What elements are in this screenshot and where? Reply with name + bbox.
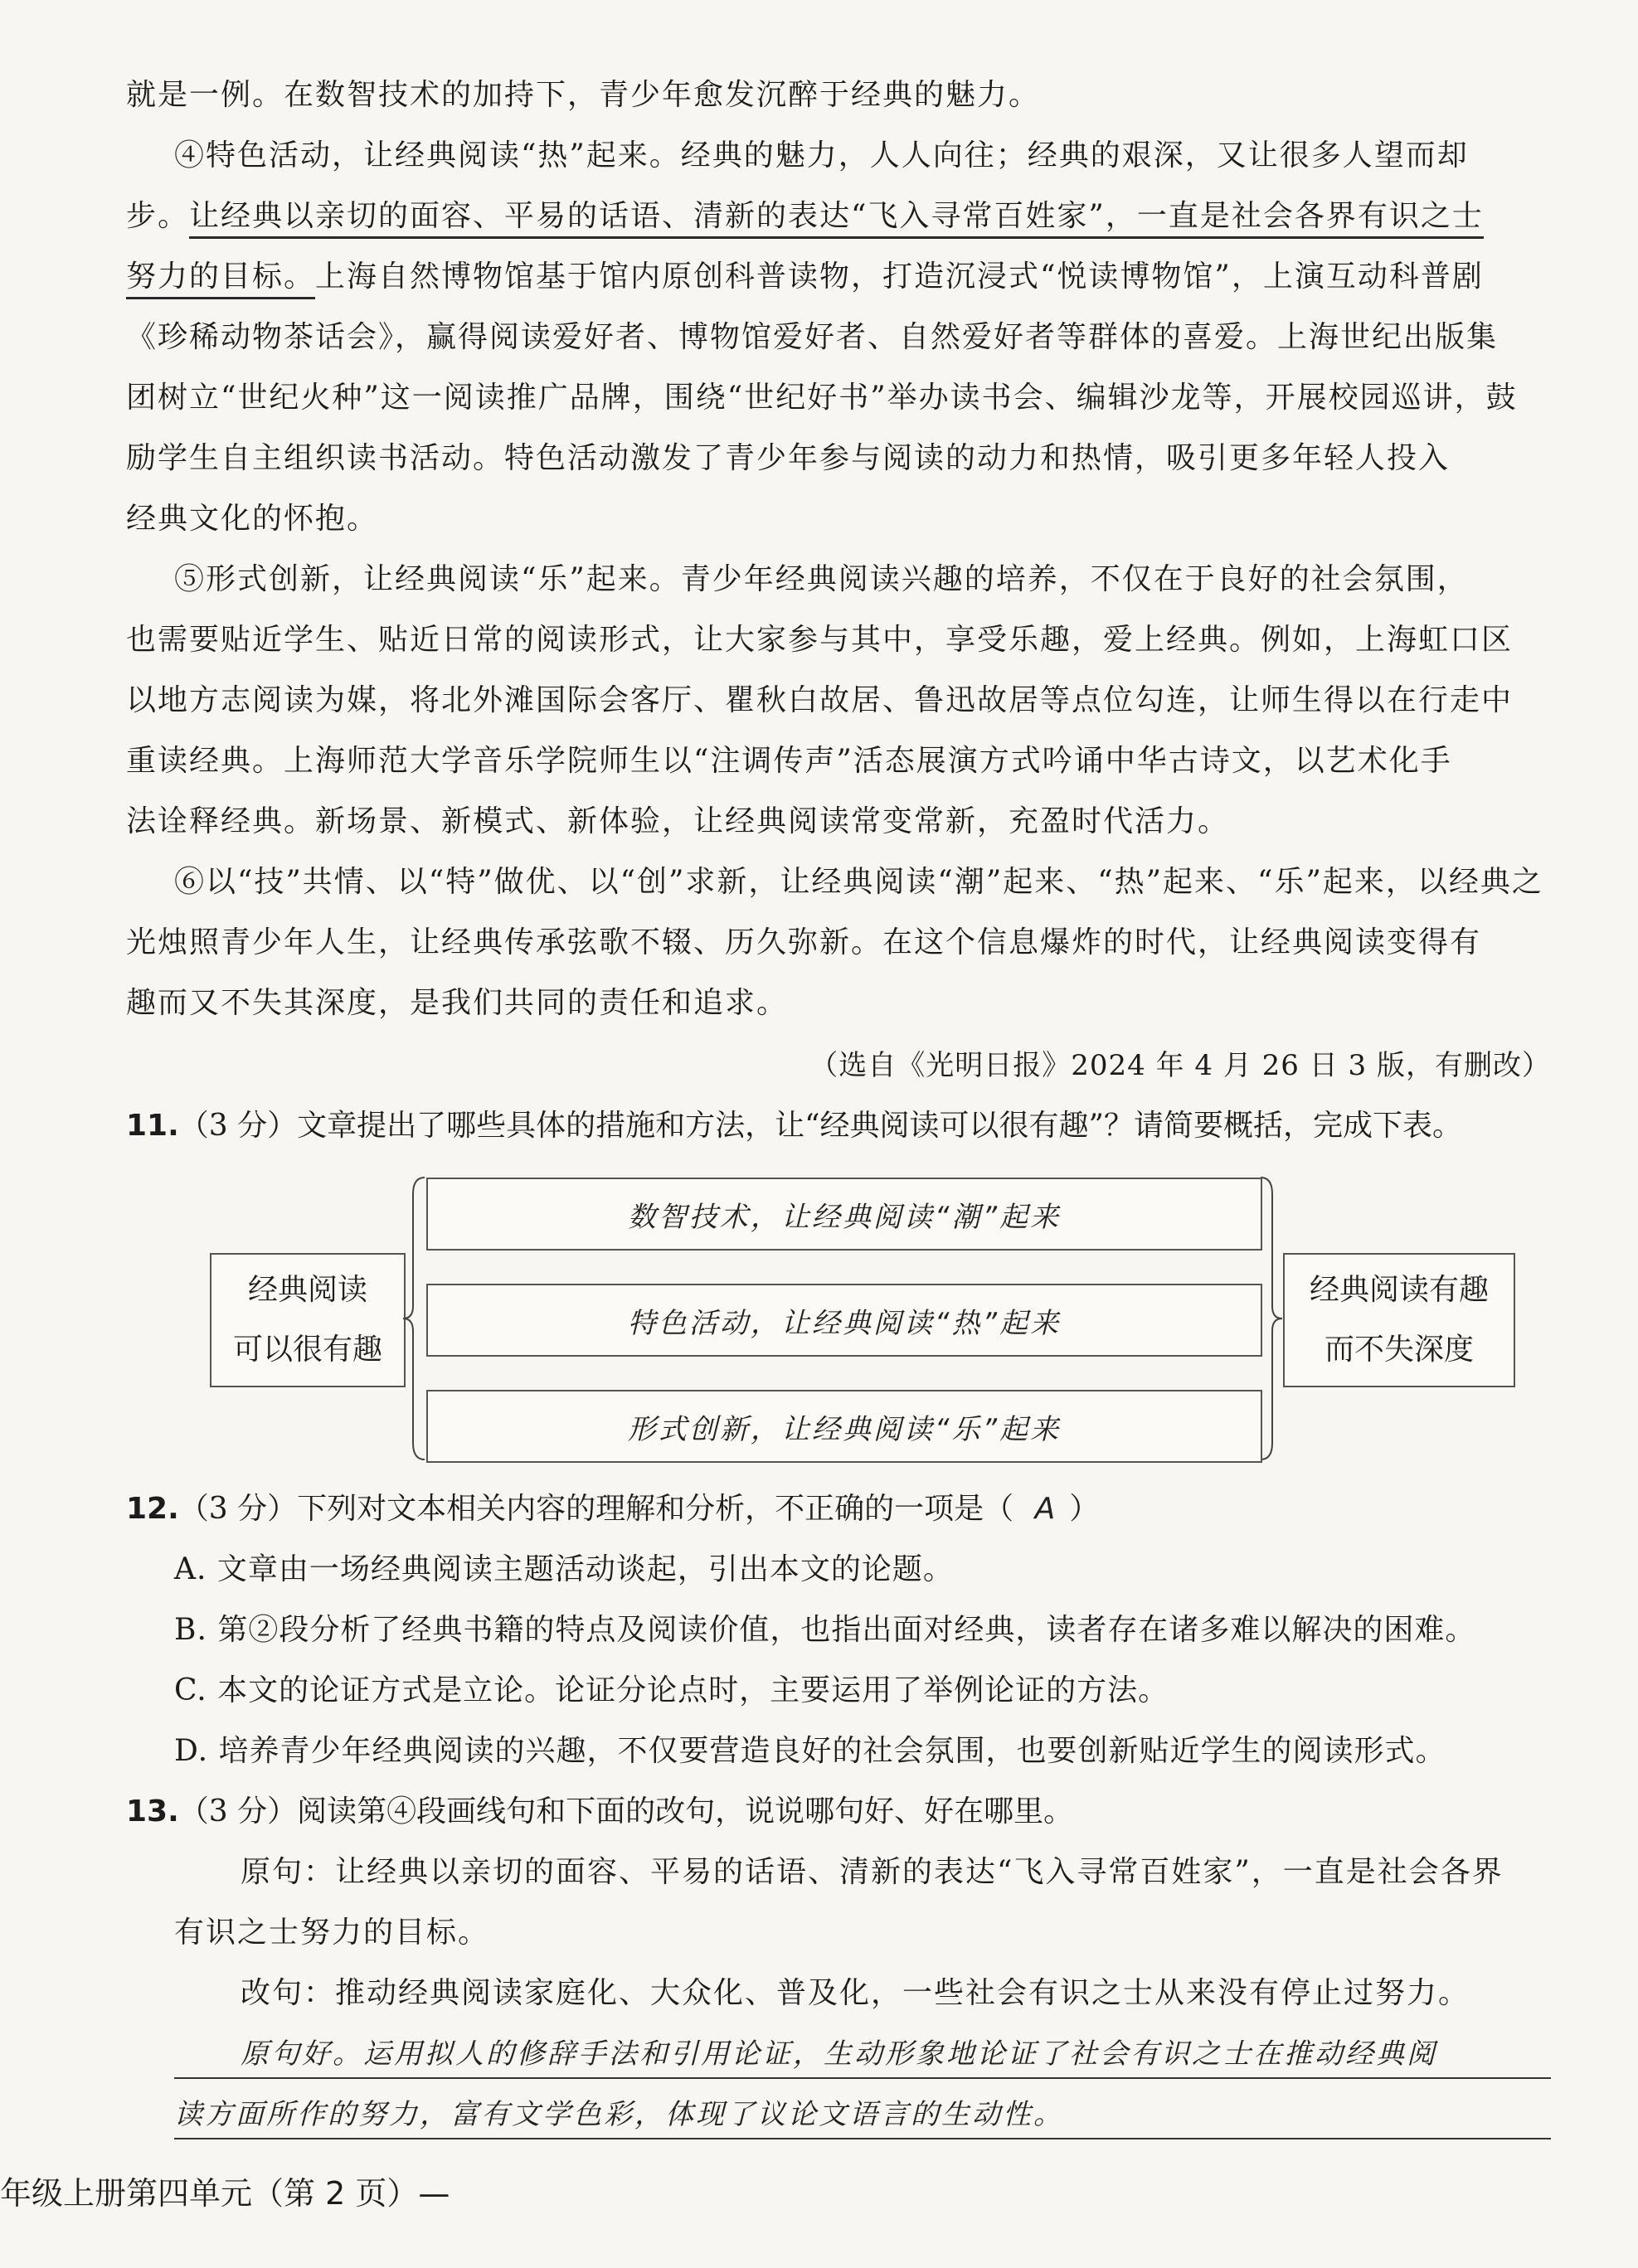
question-number: 13. xyxy=(126,1794,179,1828)
source-citation: （选自《光明日报》2024 年 4 月 26 日 3 版，有删改） xyxy=(809,1049,1551,1082)
paragraph-5-line: 法诠释经典。新场景、新模式、新体验，让经典阅读常变常新，充盈时代活力。 xyxy=(126,804,1230,838)
original-sentence-cont: 有识之士努力的目标。 xyxy=(174,1916,490,1950)
option-b: B. 第②段分析了经典书籍的特点及阅读价值，也指出面对经典，读者存在诸多难以解决的困难。 xyxy=(174,1613,1476,1647)
box-line: 经典阅读有趣 xyxy=(1309,1273,1489,1307)
original-sentence: 原句：让经典以亲切的面容、平易的话语、清新的表达“飞入寻常百姓家”，一直是社会各界 xyxy=(241,1855,1504,1889)
paragraph-5-line: ⑤形式创新，让经典阅读“乐”起来。青少年经典阅读兴趣的培养，不仅在于良好的社会氛围， xyxy=(174,562,1469,596)
option-d: D. 培养青少年经典阅读的兴趣，不仅要营造良好的社会氛围，也要创新贴近学生的阅读形式。 xyxy=(174,1734,1446,1768)
box-line: 经典阅读 xyxy=(247,1273,367,1307)
paragraph-5-line: 重读经典。上海师范大学音乐学院师生以“注调传声”活态展演方式吟诵中华古诗文，以艺术化手 xyxy=(126,744,1452,778)
box-line: 而不失深度 xyxy=(1324,1333,1474,1367)
question-number: 11. xyxy=(126,1109,179,1143)
handwritten-answer-line-1[interactable]: 原句好。运用拟人的修辞手法和引用论证，生动形象地论证了社会有识之士在推动经典阅 xyxy=(241,2037,1437,2071)
bracket-close: ） xyxy=(1069,1492,1100,1526)
underlined-sentence: 让经典以亲切的面容、平易的话语、清新的表达“飞入寻常百姓家”，一直是社会各界有识之士 xyxy=(189,199,1484,239)
box-line: 可以很有趣 xyxy=(232,1333,382,1367)
underlined-sentence: 努力的目标。 xyxy=(126,260,315,299)
handwritten-choice[interactable]: A xyxy=(1034,1492,1058,1526)
table-right-box xyxy=(1283,1253,1515,1387)
paragraph-4-line: 经典文化的怀抱。 xyxy=(126,502,379,536)
handwritten-answer-line-2[interactable]: 读方面所作的努力，富有文学色彩，体现了议论文语言的生动性。 xyxy=(174,2098,1064,2131)
handwritten-answer: 特色活动，让经典阅读“热”起来 xyxy=(627,1306,1062,1340)
answer-line xyxy=(174,2077,1551,2079)
right-brace xyxy=(1261,1178,1282,1459)
question-number: 12. xyxy=(126,1492,179,1526)
page-footer: 年级上册第四单元（第 2 页）— xyxy=(0,2175,450,2212)
option-c: C. 本文的论证方式是立论。论证分论点时，主要运用了举例论证的方法。 xyxy=(174,1673,1169,1707)
paragraph-4-line: ④特色活动，让经典阅读“热”起来。经典的魅力，人人向往；经典的艰深，又让很多人望而却 xyxy=(174,138,1469,172)
paragraph-6-line: 趣而又不失其深度，是我们共同的责任和追求。 xyxy=(126,986,789,1020)
left-brace xyxy=(403,1178,425,1459)
question-12 xyxy=(126,1490,1099,1528)
revised-sentence: 改句：推动经典阅读家庭化、大众化、普及化，一些社会有识之士从来没有停止过努力。 xyxy=(241,1976,1470,2010)
answer-line xyxy=(174,2138,1551,2139)
paragraph-5-line: 也需要贴近学生、贴近日常的阅读形式，让大家参与其中，享受乐趣，爱上经典。例如，上海虹口区 xyxy=(126,623,1514,657)
handwritten-answer: 形式创新，让经典阅读“乐”起来 xyxy=(627,1412,1062,1446)
paragraph-4-line xyxy=(126,197,1484,236)
paragraph-5-line: 以地方志阅读为媒，将北外滩国际会客厅、瞿秋白故居、鲁迅故居等点位勾连，让师生得以在行走中 xyxy=(126,683,1514,717)
answer-box-3[interactable] xyxy=(426,1390,1262,1463)
question-text: （3 分）阅读第④段画线句和下面的改句，说说哪句好、好在哪里。 xyxy=(178,1794,1074,1828)
paragraph-4-line: 《珍稀动物茶话会》，赢得阅读爱好者、博物馆爱好者、自然爱好者等群体的喜爱。上海世纪出版集 xyxy=(126,320,1499,354)
paragraph-4-line: 励学生自主组织读书活动。特色活动激发了青少年参与阅读的动力和热情，吸引更多年轻人投入 xyxy=(126,441,1451,475)
text-segment: 步。 xyxy=(126,199,190,233)
question-11 xyxy=(126,1107,1462,1145)
answer-box-2[interactable] xyxy=(426,1284,1262,1357)
paragraph-4-line: 团树立“世纪火种”这一阅读推广品牌，围绕“世纪好书”举办读书会、编辑沙龙等，开展校园巡讲，鼓 xyxy=(126,381,1518,415)
question-text: （3 分）下列对文本相关内容的理解和分析，不正确的一项是（ xyxy=(178,1492,1014,1526)
answer-box-1[interactable] xyxy=(426,1178,1262,1251)
question-13 xyxy=(126,1793,1073,1831)
text-segment: 上海自然博物馆基于馆内原创科普读物，打造沉浸式“悦读博物馆”，上演互动科普剧 xyxy=(315,260,1484,294)
paragraph-6-line: ⑥以“技”共情、以“特”做优、以“创”求新，让经典阅读“潮”起来、“热”起来、“乐”起来，以经典之 xyxy=(174,865,1543,899)
handwritten-answer: 数智技术，让经典阅读“潮”起来 xyxy=(627,1200,1062,1234)
paragraph-4-line xyxy=(126,258,1484,296)
paragraph-6-line: 光烛照青少年人生，让经典传承弦歌不辍、历久弥新。在这个信息爆炸的时代，让经典阅读变得有 xyxy=(126,925,1482,959)
paragraph-3-tail: 就是一例。在数智技术的加持下，青少年愈发沉醉于经典的魅力。 xyxy=(126,78,1041,112)
question-text: （3 分）文章提出了哪些具体的措施和方法，让“经典阅读可以很有趣”？请简要概括，完成下表。 xyxy=(178,1109,1462,1143)
table-left-box xyxy=(210,1253,406,1387)
option-a: A. 文章由一场经典阅读主题活动谈起，引出本文的论题。 xyxy=(174,1552,954,1586)
